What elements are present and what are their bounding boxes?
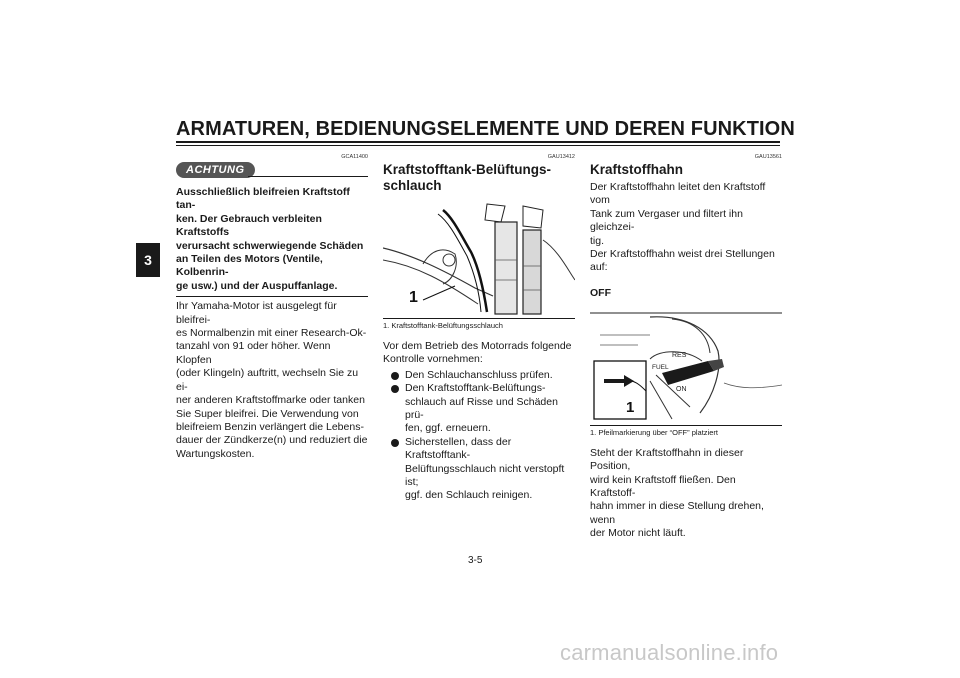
figure-rule (383, 318, 575, 319)
page-header-title: ARMATUREN, BEDIENUNGSELEMENTE UND DEREN FUNKTION (176, 118, 795, 140)
body-line: hahn immer in diese Stellung drehen, wenn (590, 500, 764, 526)
column-fuel-cock (590, 154, 782, 541)
list-item (383, 436, 575, 503)
breather-hose-figure (383, 200, 575, 318)
column-breather-hose (383, 154, 575, 503)
fuel-cock-illustration (590, 309, 782, 425)
list-line: Den Kraftstofftank-Belüftungs- (405, 382, 546, 395)
section-code: GAU13412 (547, 154, 575, 160)
warning-line: ken. Der Gebrauch verbleiten Kraftstoffs (176, 212, 322, 239)
achtung-row (176, 162, 368, 182)
column-fuel-warning (176, 154, 368, 461)
list-line: Belüftungsschlauch nicht verstopft ist; (405, 462, 565, 489)
off-position-label: OFF (590, 286, 611, 299)
intro-line: auf: (590, 261, 608, 274)
list-line: ggf. den Schlauch reinigen. (405, 489, 533, 502)
achtung-badge: ACHTUNG (176, 162, 255, 178)
figure-rule (590, 425, 782, 426)
body-line: bleifreiem Benzin verlängert die Lebens- (176, 420, 364, 433)
fuel-body-text (176, 300, 368, 461)
section-code: GAU13561 (754, 154, 782, 160)
intro-line: Tank zum Vergaser und filtert ihn gleichzei- (590, 207, 743, 234)
body-line: Wartungskosten. (176, 447, 255, 460)
list-item (383, 382, 575, 436)
achtung-rule (248, 176, 368, 177)
body-line: ner anderen Kraftstoffmarke oder tanken (176, 394, 365, 407)
warning-line: Ausschließlich bleifreien Kraftstoff tan- (176, 186, 350, 212)
header-rule-thin (176, 145, 780, 146)
title-line: schlauch (383, 178, 442, 193)
title-line: Kraftstofftank-Belüftungs- (383, 162, 551, 177)
fuel-cock-body (590, 447, 782, 541)
watermark-text: carmanualsonline.info (560, 640, 779, 665)
section-title (383, 162, 575, 194)
body-line: wird kein Kraftstoff fließen. Den Kraftstoff- (590, 473, 736, 500)
warning-text (176, 186, 368, 293)
fuel-cock-intro (590, 181, 782, 275)
bullet-icon (391, 439, 399, 447)
chapter-tab: 3 (136, 243, 160, 277)
body-line: Steht der Kraftstoffhahn in dieser Position, (590, 446, 744, 473)
intro-line: tig. (590, 234, 605, 247)
body-line: (oder Klingeln) auftritt, wechseln Sie zu ei- (176, 367, 359, 393)
breather-hose-illustration (383, 200, 575, 318)
intro-line: Vor dem Betrieb des Motorrads folgende (383, 340, 572, 352)
warning-line: ge usw.) und der Auspuffanlage. (176, 279, 338, 292)
bullet-icon (391, 385, 399, 393)
figure-label: 1 (409, 289, 418, 306)
list-line: Den Schlauchanschluss prüfen. (405, 368, 553, 381)
body-line: tanzahl von 91 oder höher. Wenn Klopfen (176, 340, 331, 366)
body-line: Ihr Yamaha-Motor ist ausgelegt für bleifrei- (176, 300, 337, 326)
section-title: Kraftstoffhahn (590, 162, 683, 177)
page-number: 3-5 (468, 555, 483, 566)
check-list (383, 369, 575, 503)
figure-label: 1 (626, 398, 635, 416)
body-line: Sie Super bleifrei. Die Verwendung von (176, 407, 359, 420)
section-code: GCA11400 (341, 154, 368, 160)
intro-text (383, 340, 575, 367)
fuel-cock-figure (590, 309, 782, 425)
list-item (383, 369, 575, 382)
intro-line: Der Kraftstoffhahn weist drei Stellungen (590, 248, 775, 261)
body-line: dauer der Zündkerze(n) und reduziert die (176, 434, 368, 447)
body-line: der Motor nicht läuft. (590, 527, 686, 540)
list-line: fen, ggf. erneuern. (405, 422, 491, 435)
on-label: ON (676, 385, 687, 393)
intro-line: Der Kraftstoffhahn leitet den Kraftstoff vom (590, 181, 766, 207)
bullet-icon (391, 372, 399, 380)
figure-caption: 1. Pfeilmarkierung über “OFF” platziert (590, 427, 718, 437)
warning-bottom-rule (176, 296, 368, 297)
fuel-label: FUEL (652, 363, 669, 371)
intro-line: Kontrolle vornehmen: (383, 353, 483, 366)
body-line: es Normalbenzin mit einer Research-Ok- (176, 327, 367, 340)
warning-line: verursacht schwerwiegende Schäden (176, 239, 364, 252)
res-label: RES (672, 351, 687, 359)
list-line: schlauch auf Risse und Schäden prü- (405, 395, 558, 422)
warning-line: an Teilen des Motors (Ventile, Kolbenrin- (176, 253, 323, 279)
figure-caption: 1. Kraftstofftank-Belüftungsschlauch (383, 321, 503, 330)
list-line: Sicherstellen, dass der Kraftstofftank- (405, 435, 512, 462)
header-rule (176, 141, 780, 143)
